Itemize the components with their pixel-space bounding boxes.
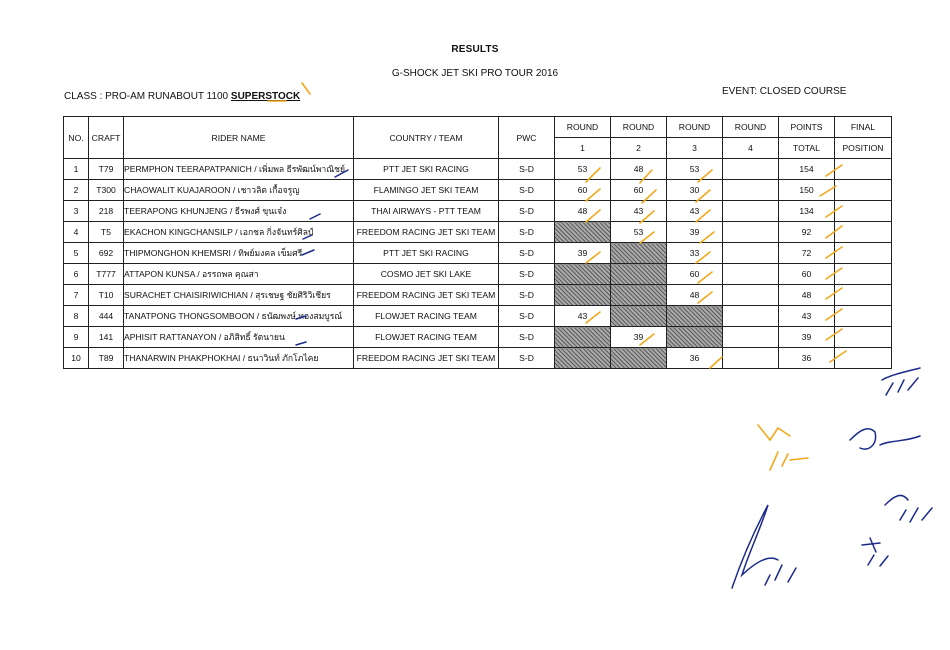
- cell-pwc: S-D: [499, 180, 555, 201]
- cell-round-3: 60: [667, 264, 723, 285]
- col-total: TOTAL: [779, 138, 835, 159]
- cell-round-4: [723, 285, 779, 306]
- cell-pwc: S-D: [499, 159, 555, 180]
- cell-craft: T5: [89, 222, 124, 243]
- col-country: COUNTRY / TEAM: [354, 117, 499, 159]
- round-number: 1: [555, 138, 611, 159]
- cell-no: 2: [64, 180, 89, 201]
- cell-craft: T79: [89, 159, 124, 180]
- cell-country-team: FREEDOM RACING JET SKI TEAM: [354, 285, 499, 306]
- cell-craft: 444: [89, 306, 124, 327]
- table-row: [64, 180, 892, 201]
- cell-round-1: [555, 348, 611, 369]
- cell-final-position: [835, 264, 892, 285]
- cell-country-team: FLOWJET RACING TEAM: [354, 306, 499, 327]
- cell-country-team: PTT JET SKI RACING: [354, 159, 499, 180]
- col-round-2: ROUND: [611, 117, 667, 138]
- cell-country-team: FREEDOM RACING JET SKI TEAM: [354, 348, 499, 369]
- col-no: NO.: [64, 117, 89, 159]
- cell-rider-name: CHAOWALIT KUAJAROON / เชาวลิต เกื้อจรูญ: [124, 180, 354, 201]
- cell-round-1: 48: [555, 201, 611, 222]
- cell-country-team: THAI AIRWAYS - PTT TEAM: [354, 201, 499, 222]
- cell-round-4: [723, 306, 779, 327]
- cell-rider-name: APHISIT RATTANAYON / อภิสิทธิ์ รัตนายน: [124, 327, 354, 348]
- cell-pwc: S-D: [499, 264, 555, 285]
- cell-pwc: S-D: [499, 222, 555, 243]
- table-row: [64, 306, 892, 327]
- cell-round-3: 30: [667, 180, 723, 201]
- cell-final-position: [835, 201, 892, 222]
- cell-no: 10: [64, 348, 89, 369]
- round-number: 4: [723, 138, 779, 159]
- results-table: [63, 116, 892, 369]
- cell-rider-name: SURACHET CHAISIRIWICHIAN / สุรเชษฐ ชัยศิริวิเชียร: [124, 285, 354, 306]
- cell-round-3: 39: [667, 222, 723, 243]
- cell-round-4: [723, 348, 779, 369]
- cell-final-position: [835, 306, 892, 327]
- cell-no: 3: [64, 201, 89, 222]
- header-row-1: [64, 117, 892, 138]
- cell-points-total: 72: [779, 243, 835, 264]
- cell-pwc: S-D: [499, 306, 555, 327]
- cell-round-2: [611, 243, 667, 264]
- cell-round-2: 39: [611, 327, 667, 348]
- cell-no: 8: [64, 306, 89, 327]
- page-title: RESULTS: [451, 44, 499, 55]
- cell-round-1: [555, 285, 611, 306]
- col-position: POSITION: [835, 138, 892, 159]
- cell-round-3: [667, 327, 723, 348]
- cell-round-1: 60: [555, 180, 611, 201]
- col-round-3: ROUND: [667, 117, 723, 138]
- cell-rider-name: TANATPONG THONGSOMBOON / ธนัฒพงษ์ ทองสมบูรณ์: [124, 306, 354, 327]
- col-rider: RIDER NAME: [124, 117, 354, 159]
- cell-pwc: S-D: [499, 201, 555, 222]
- cell-craft: 218: [89, 201, 124, 222]
- cell-round-2: [611, 264, 667, 285]
- table-row: [64, 201, 892, 222]
- cell-round-3: 33: [667, 243, 723, 264]
- cell-rider-name: TEERAPONG KHUNJENG / ธีรพงศ์ ขุนเจ๋ง: [124, 201, 354, 222]
- cell-round-1: 39: [555, 243, 611, 264]
- cell-craft: T89: [89, 348, 124, 369]
- cell-round-1: [555, 327, 611, 348]
- cell-points-total: 36: [779, 348, 835, 369]
- cell-round-4: [723, 243, 779, 264]
- class-suffix: SUPERSTOCK: [230, 91, 301, 102]
- cell-round-1: 43: [555, 306, 611, 327]
- cell-craft: T300: [89, 180, 124, 201]
- cell-rider-name: EKACHON KINGCHANSILP / เอกชล กิ่งจันทร์ศิลป์: [124, 222, 354, 243]
- cell-round-2: 53: [611, 222, 667, 243]
- cell-points-total: 154: [779, 159, 835, 180]
- cell-round-2: [611, 285, 667, 306]
- round-number: 2: [611, 138, 667, 159]
- cell-craft: 141: [89, 327, 124, 348]
- cell-craft: 692: [89, 243, 124, 264]
- cell-points-total: 39: [779, 327, 835, 348]
- cell-country-team: FLAMINGO JET SKI TEAM: [354, 180, 499, 201]
- cell-craft: T777: [89, 264, 124, 285]
- cell-no: 1: [64, 159, 89, 180]
- cell-no: 7: [64, 285, 89, 306]
- event-type: EVENT: CLOSED COURSE: [722, 86, 847, 97]
- cell-country-team: PTT JET SKI RACING: [354, 243, 499, 264]
- cell-final-position: [835, 348, 892, 369]
- cell-points-total: 48: [779, 285, 835, 306]
- cell-round-3: 43: [667, 201, 723, 222]
- cell-points-total: 150: [779, 180, 835, 201]
- table-row: [64, 243, 892, 264]
- cell-no: 4: [64, 222, 89, 243]
- cell-rider-name: THIPMONGHON KHEMSRI / ทิพย์มงคล เข็มศรี: [124, 243, 354, 264]
- col-round-1: ROUND: [555, 117, 611, 138]
- cell-pwc: S-D: [499, 285, 555, 306]
- cell-country-team: FREEDOM RACING JET SKI TEAM: [354, 222, 499, 243]
- class-label: [64, 91, 300, 102]
- col-pwc: PWC: [499, 117, 555, 159]
- cell-final-position: [835, 285, 892, 306]
- cell-round-2: 60: [611, 180, 667, 201]
- cell-round-3: 53: [667, 159, 723, 180]
- table-row: [64, 285, 892, 306]
- cell-country-team: COSMO JET SKI LAKE: [354, 264, 499, 285]
- cell-rider-name: PERMPHON TEERAPATPANICH / เพิ่มพล ธีรพัฒน์พาณิชย์: [124, 159, 354, 180]
- cell-no: 6: [64, 264, 89, 285]
- cell-round-4: [723, 327, 779, 348]
- cell-round-4: [723, 201, 779, 222]
- cell-round-1: 53: [555, 159, 611, 180]
- round-number: 3: [667, 138, 723, 159]
- table-row: [64, 327, 892, 348]
- cell-pwc: S-D: [499, 327, 555, 348]
- results-body: [64, 159, 892, 369]
- cell-round-3: [667, 306, 723, 327]
- col-final: FINAL: [835, 117, 892, 138]
- cell-final-position: [835, 243, 892, 264]
- class-prefix: CLASS : PRO-AM RUNABOUT 1100: [64, 91, 229, 102]
- cell-round-4: [723, 222, 779, 243]
- col-round-4: ROUND: [723, 117, 779, 138]
- cell-rider-name: THANARWIN PHAKPHOKHAI / ธนาวินท์ ภักโภไคย: [124, 348, 354, 369]
- cell-no: 9: [64, 327, 89, 348]
- cell-round-2: 48: [611, 159, 667, 180]
- cell-country-team: FLOWJET RACING TEAM: [354, 327, 499, 348]
- cell-no: 5: [64, 243, 89, 264]
- cell-round-2: 43: [611, 201, 667, 222]
- col-craft: CRAFT: [89, 117, 124, 159]
- cell-points-total: 60: [779, 264, 835, 285]
- cell-points-total: 43: [779, 306, 835, 327]
- cell-round-1: [555, 264, 611, 285]
- cell-final-position: [835, 327, 892, 348]
- table-row: [64, 348, 892, 369]
- cell-round-2: [611, 348, 667, 369]
- table-row: [64, 222, 892, 243]
- cell-round-2: [611, 306, 667, 327]
- cell-points-total: 92: [779, 222, 835, 243]
- cell-round-4: [723, 159, 779, 180]
- cell-final-position: [835, 159, 892, 180]
- cell-pwc: S-D: [499, 348, 555, 369]
- cell-final-position: [835, 222, 892, 243]
- cell-round-4: [723, 180, 779, 201]
- cell-final-position: [835, 180, 892, 201]
- table-row: [64, 264, 892, 285]
- cell-round-4: [723, 264, 779, 285]
- event-name: G-SHOCK JET SKI PRO TOUR 2016: [391, 68, 559, 79]
- cell-round-1: [555, 222, 611, 243]
- table-row: [64, 159, 892, 180]
- cell-pwc: S-D: [499, 243, 555, 264]
- cell-points-total: 134: [779, 201, 835, 222]
- cell-round-3: 36: [667, 348, 723, 369]
- cell-craft: T10: [89, 285, 124, 306]
- cell-round-3: 48: [667, 285, 723, 306]
- col-points: POINTS: [779, 117, 835, 138]
- cell-rider-name: ATTAPON KUNSA / อรรถพล คุณสา: [124, 264, 354, 285]
